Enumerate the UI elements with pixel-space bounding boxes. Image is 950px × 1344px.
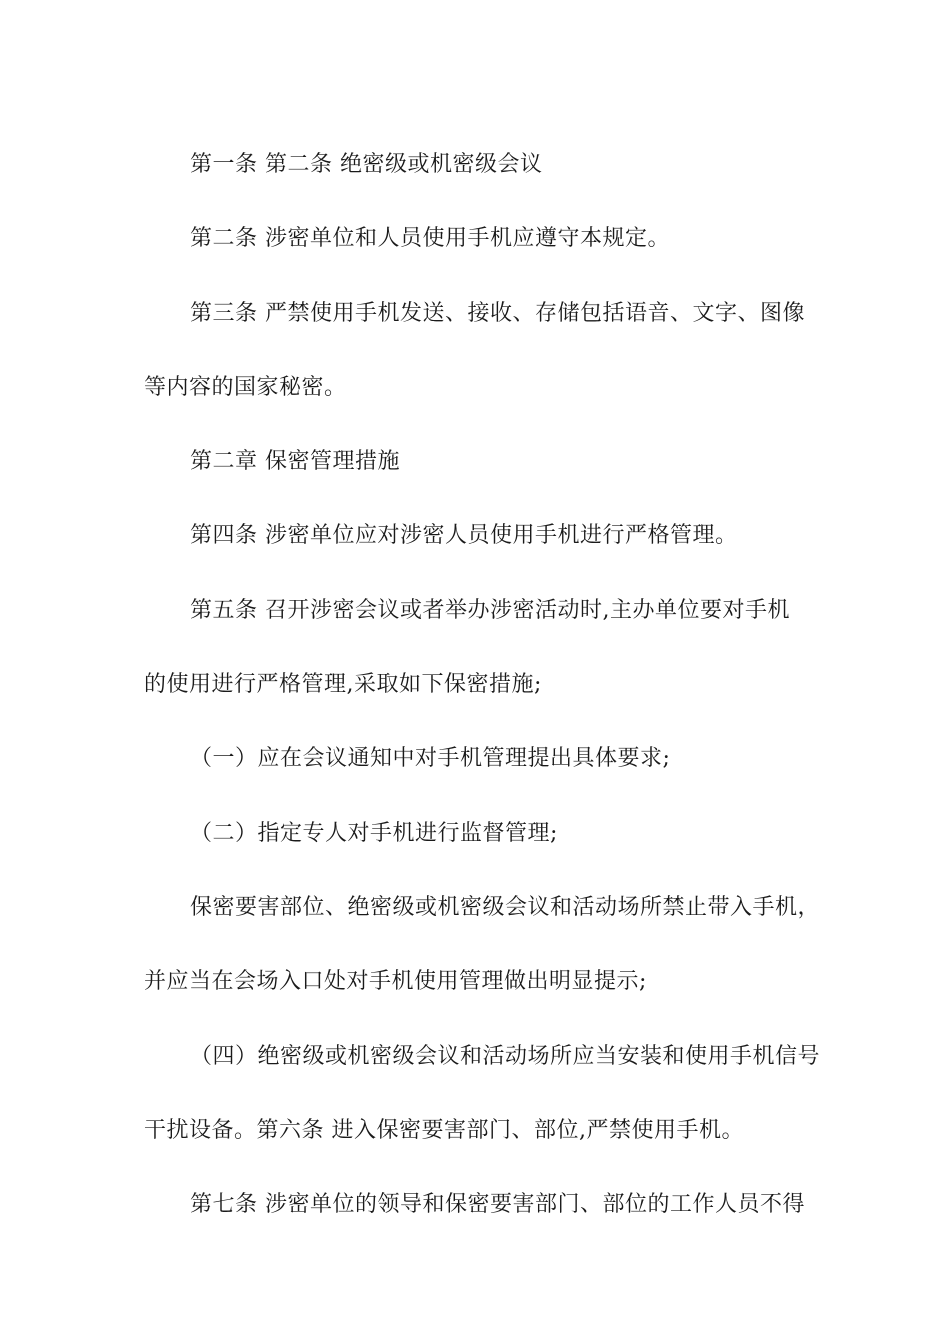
document-body	[144, 128, 821, 1242]
chapter-heading: 第二章 保密管理措施	[190, 449, 400, 475]
paragraph-line: 第三条 严禁使用手机发送、接收、存储包括语音、文字、图像	[190, 300, 805, 326]
paragraph-line: （四）绝密级或机密级会议和活动场所应当安装和使用手机信号	[190, 1043, 821, 1069]
paragraph-line: 的使用进行严格管理,采取如下保密措施;	[144, 672, 542, 698]
paragraph-line: （一）应在会议通知中对手机管理提出具体要求;	[190, 746, 671, 772]
paragraph-line: （二）指定专人对手机进行监督管理;	[190, 820, 558, 846]
paragraph-line: 第一条 第二条 绝密级或机密级会议	[190, 152, 543, 177]
paragraph-line: 保密要害部位、绝密级或机密级会议和活动场所禁止带入手机，	[190, 894, 821, 920]
paragraph-line: 干扰设备。第六条 进入保密要害部门、部位,严禁使用手机。	[144, 1117, 744, 1143]
paragraph-line: 第五条 召开涉密会议或者举办涉密活动时,主办单位要对手机	[190, 597, 790, 623]
paragraph-line: 第七条 涉密单位的领导和保密要害部门、部位的工作人员不得	[190, 1192, 805, 1218]
paragraph-line: 等内容的国家秘密。	[144, 374, 347, 400]
paragraph-line: 第二条 涉密单位和人员使用手机应遵守本规定。	[190, 226, 670, 252]
paragraph-line: 并应当在会场入口处对手机使用管理做出明显提示;	[144, 969, 647, 995]
paragraph-line: 第四条 涉密单位应对涉密人员使用手机进行严格管理。	[190, 523, 738, 549]
